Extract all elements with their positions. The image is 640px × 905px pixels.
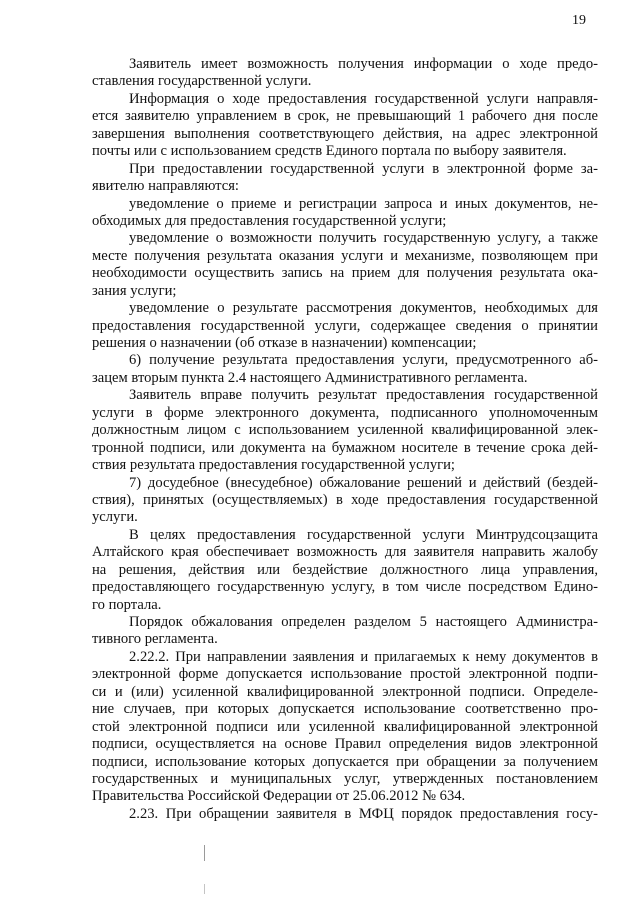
text-line: уведомление о возможности получить государственную услугу, а также (129, 230, 598, 247)
text-line: предоставляющего государственную услугу, в том числе посредством Едино- (92, 579, 598, 596)
text-line: уведомление о результате рассмотрения документов, необходимых для (129, 300, 598, 317)
body-text (0, 56, 640, 823)
text-line: 2.22.2. При направлении заявления и прилагаемых к нему документов в (129, 648, 598, 665)
text-line: почты или с использованием средств Единого портала по выбору заявителя. (92, 143, 567, 160)
text-line: ствия результата предоставления государственной услуги; (92, 457, 455, 474)
text-line: необходимости осуществить запись на прием для получения результата ока- (92, 265, 598, 282)
text-line: В целях предоставления государственной услуги Минтрудсоцзащита (129, 526, 598, 543)
margin-mark (204, 884, 205, 894)
text-line: электронной форме допускается использование простой электронной подпи- (92, 666, 598, 683)
text-line: явителю направляются: (92, 178, 239, 195)
text-line: ние случаев, при которых допускается использование соответственно про- (92, 701, 598, 718)
page-number: 19 (572, 13, 586, 28)
text-line: Порядок обжалования определен разделом 5 настоящего Администра- (129, 614, 598, 630)
text-line: Информация о ходе предоставления государственной услуги направля- (129, 90, 598, 107)
text-line: Алтайского края обеспечивает возможность для заявителя направить жалобу (92, 544, 598, 561)
text-line: должностным лицом с использованием усиленной квалифицированной элек- (92, 422, 598, 439)
text-line: 2.23. При обращении заявителя в МФЦ порядок предоставления госу- (129, 805, 598, 822)
text-line: решения о назначении (об отказе в назначении) компенсации; (92, 335, 477, 351)
text-line: стой электронной подписи или усиленной квалифицированной электронной (92, 718, 598, 735)
text-line: подписи, осуществляется на основе Правил определения видов электронной (92, 736, 598, 753)
text-line: тронной подписи, или документа на бумажном носителе в течение срока дей- (92, 439, 598, 456)
text-line: тивного регламента. (92, 631, 218, 648)
text-line: подписи, использование которых допускается при обращении за получением (92, 753, 598, 770)
text-line: 6) получение результата предоставления услуги, предусмотренного аб- (129, 352, 598, 369)
text-line: услуги в форме электронного документа, подписанного уполномоченным (92, 404, 598, 421)
text-line: обходимых для предоставления государственной услуги; (92, 212, 447, 229)
margin-mark (204, 845, 205, 861)
text-line: месте получения результата оказания услуги и механизме, позволяющем при (92, 247, 598, 264)
text-line: си и (или) усиленной квалифицированной электронной подписи. Определе- (92, 683, 598, 700)
text-line: 7) досудебное (внесудебное) обжалование решений и действий (бездей- (129, 474, 598, 491)
text-line: Правительства Российской Федерации от 25.06.2012 № 634. (92, 788, 466, 805)
text-line: государственных и муниципальных услуг, утвержденных постановлением (92, 770, 598, 787)
text-line: на решения, действия или бездействие должностного лица управления, (92, 561, 598, 578)
text-line: уведомление о приеме и регистрации запроса и иных документов, не- (129, 195, 598, 212)
text-line: Заявитель имеет возможность получения информации о ходе предо- (129, 56, 598, 72)
text-line: го портала. (92, 596, 162, 613)
text-line: ствия), принятых (осуществляемых) в ходе предоставления государственной (92, 491, 598, 508)
text-line: При предоставлении государственной услуги в электронной форме за- (129, 160, 598, 177)
text-line: ется заявителю управлением в срок, не превышающий 1 рабочего дня после (92, 108, 598, 125)
text-line: зацем вторым пункта 2.4 настоящего Административного регламента. (92, 369, 528, 386)
text-line: ставления государственной услуги. (92, 73, 312, 90)
text-line: Заявитель вправе получить результат предоставления государственной (129, 387, 598, 404)
text-line: зания услуги; (92, 282, 177, 299)
text-line: услуги. (92, 509, 138, 526)
text-line: завершения выполнения соответствующего действия, на адрес электронной (92, 125, 598, 142)
text-line: предоставления государственной услуги, содержащее сведения о принятии (92, 317, 598, 334)
